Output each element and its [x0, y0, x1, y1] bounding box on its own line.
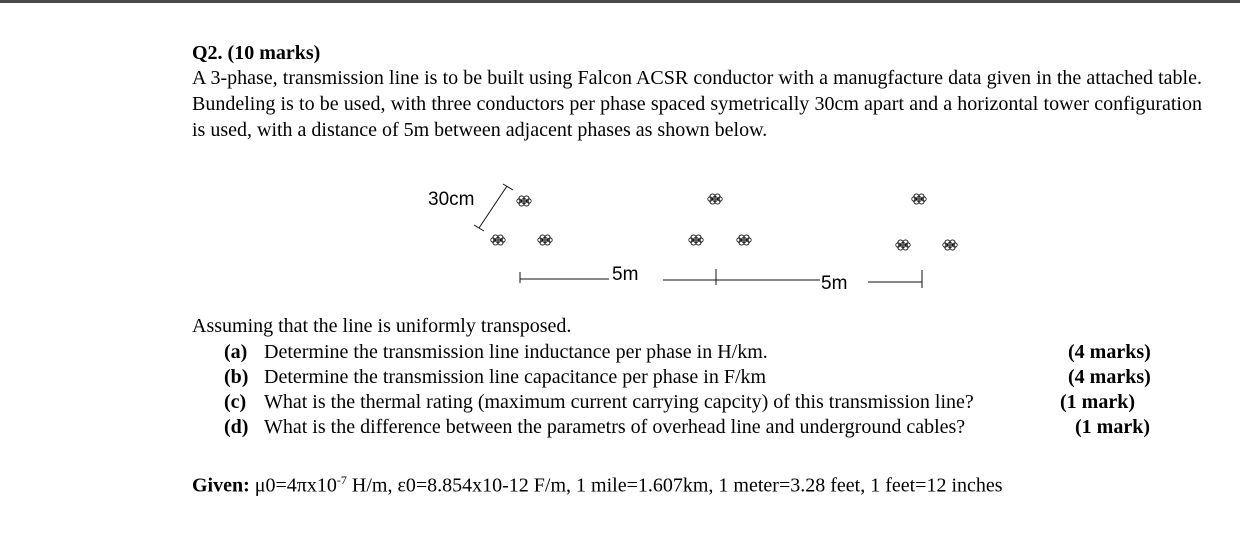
part-b — [224, 365, 1164, 390]
part-text: Determine the transmission line inductance per phase in H/km. — [264, 341, 768, 363]
bundle-spacing-label: 30cm — [428, 189, 475, 210]
given-mu0-exponent: -7 — [336, 473, 347, 487]
part-c — [224, 390, 1164, 415]
phase-b-bundle — [689, 194, 751, 245]
part-letter: (c) — [224, 391, 247, 413]
part-marks: (1 mark) — [1060, 391, 1135, 413]
part-text: Determine the transmission line capacitance per phase in F/km — [264, 366, 767, 388]
part-marks: (4 marks) — [1068, 366, 1151, 388]
given-label: Given: — [192, 474, 250, 497]
bundle-spacing-indicator — [474, 184, 513, 231]
tower-configuration-figure — [400, 170, 960, 310]
given-constants — [192, 468, 1003, 498]
part-a — [224, 340, 1164, 365]
figure-drawing — [400, 170, 960, 310]
phase-c-bundle — [896, 194, 957, 250]
question-parts — [224, 340, 1164, 440]
part-letter: (b) — [224, 366, 249, 388]
part-text: What is the thermal rating (maximum current carrying capcity) of this transmission line? — [264, 391, 974, 413]
top-border — [0, 0, 1240, 3]
part-letter: (a) — [224, 341, 248, 363]
part-text: What is the difference between the parametrs of overhead line and underground cables? — [264, 416, 966, 438]
part-marks: (4 marks) — [1068, 341, 1151, 363]
part-marks: (1 mark) — [1075, 416, 1150, 438]
part-letter: (d) — [224, 416, 249, 438]
phase-spacing-label-1: 5m — [612, 264, 639, 285]
phase-a-bundle — [491, 196, 552, 245]
question-title: Q2. (10 marks) — [192, 42, 321, 64]
phase-spacing-label-2: 5m — [821, 273, 848, 294]
part-d — [224, 415, 1164, 440]
phase-spacing-dimension-2 — [716, 270, 922, 288]
question-block — [192, 41, 1202, 143]
question-intro: A 3-phase, transmission line is to be built using Falcon ACSR conductor with a manugfacture data given in the attached table. Bundeling is to be used, with three conductors per phase spaced symetrically 30cm apart and a horizontal tower configuration is used, with a distance of 5m between adjacent phases as shown below. — [192, 67, 1202, 141]
assumption-text: Assuming that the line is uniformly transposed. — [192, 315, 572, 337]
given-other-constants: ε0=8.854x10-12 F/m, 1 mile=1.607km, 1 meter=3.28 feet, 1 feet=12 inches — [392, 474, 1003, 497]
given-mu0: μ0=4πx10 — [254, 474, 337, 497]
given-mu0-unit: H/m, — [346, 474, 393, 497]
